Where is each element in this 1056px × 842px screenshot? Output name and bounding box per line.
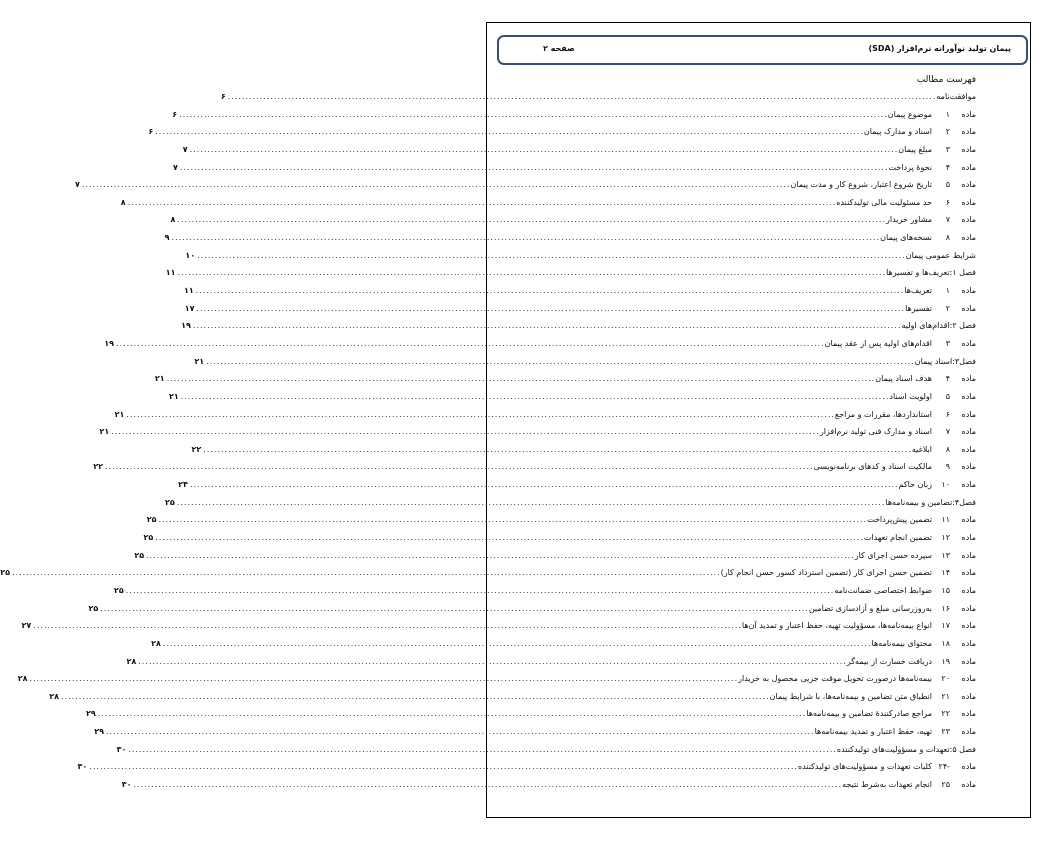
toc-entry-page: ۱۷: [184, 303, 195, 313]
toc-entry-page: ۲۱: [194, 356, 205, 366]
toc-entry[interactable]: [0, 564, 976, 582]
toc-entry-prefix: ماده: [961, 480, 976, 490]
toc-entry[interactable]: [154, 370, 976, 388]
toc-entry-page: ۸: [120, 197, 126, 207]
toc-entry[interactable]: [88, 600, 976, 618]
toc-entry-number: ۱۸: [941, 638, 950, 648]
toc-leader-dots: ........................................................................................................................................................................................................: [196, 303, 906, 313]
toc-entry[interactable]: [173, 159, 976, 177]
toc-entry[interactable]: [21, 617, 976, 635]
toc-entry-prefix: ماده: [961, 550, 976, 560]
toc-leader-dots: ........................................................................................................................................................................................................: [206, 356, 915, 366]
toc-entry[interactable]: [194, 353, 976, 371]
toc-entry-number: ۸: [945, 233, 950, 243]
toc-entry[interactable]: [85, 705, 976, 723]
toc-entry-page: ۲۵: [143, 533, 154, 543]
toc-entry-number: ۷: [945, 427, 950, 437]
toc-entry-page: ۲۷: [21, 621, 32, 631]
toc-leader-dots: ........................................................................................................................................................................................................: [97, 709, 807, 719]
toc-entry-title: تهیه، حفظ اعتبار و تمدید بیمه‌نامه‌ها: [814, 727, 932, 737]
toc-entry-title: ابلاغیه: [911, 444, 932, 454]
toc-leader-dots: ........................................................................................................................................................................................................: [81, 180, 791, 190]
toc-leader-dots: ........................................................................................................................................................................................................: [104, 462, 814, 472]
toc-entry[interactable]: [104, 335, 976, 353]
toc-entry-number: ۱۹: [941, 656, 950, 666]
toc-entry-title: اسناد و مدارک پیمان: [863, 127, 932, 137]
toc-entry-prefix: فصل ۱:: [949, 268, 976, 278]
toc-entry[interactable]: [134, 547, 976, 565]
toc-entry[interactable]: [182, 141, 976, 159]
toc-entry-prefix: ماده: [961, 215, 976, 225]
toc-leader-dots: ........................................................................................................................................................................................................: [125, 585, 835, 595]
toc-entry-prefix: ماده: [961, 303, 976, 313]
toc-entry-prefix: ماده: [961, 391, 976, 401]
toc-entry-number: ۲۵: [941, 779, 950, 789]
toc-entry[interactable]: [77, 758, 976, 776]
toc-entry-number: ۱۷: [941, 621, 950, 631]
toc-leader-dots: ........................................................................................................................................................................................................: [100, 603, 809, 613]
toc-entry-title: موضوع پیمان: [887, 109, 932, 119]
toc-entry-page: ۱۱: [165, 268, 176, 278]
toc-entry-prefix: ماده: [961, 568, 976, 578]
toc-entry-prefix: ماده: [961, 779, 976, 789]
toc-entry-page: ۲۲: [191, 444, 202, 454]
toc-entry[interactable]: [126, 653, 976, 671]
toc-entry-title: اولویت اسناد: [889, 391, 932, 401]
toc-entry-number: ۲: [945, 127, 950, 137]
toc-entry-prefix: ماده: [961, 374, 976, 384]
toc-entry-title: کلیات تعهدات و مسؤولیت‌های تولیدکننده: [797, 762, 932, 772]
toc-entry-page: ۲۸: [17, 674, 28, 684]
toc-entry[interactable]: [164, 229, 976, 247]
toc-entry-number: ۱۳: [941, 550, 950, 560]
toc-entry-title: نحوۀ پرداخت: [888, 162, 932, 172]
toc-entry-prefix: ماده: [961, 197, 976, 207]
toc-entry-title: اسناد و مدارک فنی تولید نرم‌افزار: [819, 427, 932, 437]
toc-entry-number: ۴: [945, 374, 950, 384]
page-header: [497, 35, 1028, 65]
toc-leader-dots: ........................................................................................................................................................................................................: [146, 550, 855, 560]
toc-entry-prefix: ماده: [961, 621, 976, 631]
toc-entry-prefix: ماده: [961, 162, 976, 172]
table-of-contents: [0, 72, 976, 794]
toc-entry-page: ۲۹: [85, 709, 96, 719]
document-title: پیمان تولید نوآورانه نرم‌افزار (SDA): [868, 44, 1011, 53]
toc-leader-dots: ........................................................................................................................................................................................................: [111, 427, 820, 437]
toc-entry-prefix: ماده: [961, 656, 976, 666]
toc-entry[interactable]: [49, 688, 976, 706]
toc-leader-dots: ........................................................................................................................................................................................................: [158, 515, 868, 525]
toc-entry[interactable]: [183, 282, 976, 300]
toc-entry-prefix: ماده: [961, 427, 976, 437]
toc-leader-dots: ........................................................................................................................................................................................................: [33, 621, 742, 631]
toc-leader-dots: ........................................................................................................................................................................................................: [89, 762, 798, 772]
toc-leader-dots: ........................................................................................................................................................................................................: [126, 409, 835, 419]
toc-entry-number: ۱۰: [941, 480, 950, 490]
toc-entry-page: ۱۹: [181, 321, 191, 331]
toc-leader-dots: ........................................................................................................................................................................................................: [155, 533, 864, 543]
toc-entry-title: تاریخ شروع اعتبار، شروع کار و مدت پیمان: [790, 180, 932, 190]
toc-entry-number: ۷: [945, 215, 950, 225]
toc-entry-page: ۷: [182, 144, 188, 154]
toc-leader-dots: ........................................................................................................................................................................................................: [177, 215, 886, 225]
toc-entry-page: ۳۰: [77, 762, 88, 772]
toc-entry-title: هدف اسناد پیمان: [875, 374, 932, 384]
toc-entry-number: ۱: [945, 109, 950, 119]
toc-entry[interactable]: [148, 123, 976, 141]
toc-entry-number: ۲۲: [941, 709, 950, 719]
toc-entry[interactable]: [185, 247, 976, 265]
toc-entry-number: ۱۶: [941, 603, 950, 613]
toc-entry-page: ۲۱: [154, 374, 165, 384]
toc-leader-dots: ........................................................................................................................................................................................................: [105, 727, 815, 737]
toc-entry-prefix: فصل ۲:: [949, 321, 976, 331]
toc-entry-page: ۸: [170, 215, 176, 225]
toc-entry-title: دریافت خسارت از بیمه‌گر: [846, 656, 932, 666]
toc-entry-title: تضمین حسن اجرای کار (تضمین استرداد کسور حسن انجام کار): [720, 568, 932, 578]
toc-entry-title: تعهدات و مسؤولیت‌های تولیدکننده: [836, 744, 950, 754]
toc-entry-number: ۳: [945, 338, 950, 348]
toc-entry[interactable]: [165, 494, 976, 512]
toc-entry[interactable]: [99, 423, 976, 441]
toc-entry-number: ۶: [945, 409, 950, 419]
toc-entry[interactable]: [75, 176, 976, 194]
toc-entry-prefix: ماده: [961, 409, 976, 419]
toc-entry-number: ۱۵: [941, 585, 950, 595]
toc-entry[interactable]: [165, 264, 976, 282]
toc-entry-page: ۷: [173, 162, 178, 172]
toc-entry-title: انواع بیمه‌نامه‌ها، مسؤولیت تهیه، حفظ اعتبار و تمدید آن‌ها: [741, 621, 932, 631]
toc-leader-dots: ........................................................................................................................................................................................................: [29, 674, 739, 684]
toc-entry-prefix: ماده: [961, 533, 976, 543]
toc-entry[interactable]: [220, 88, 976, 106]
toc-entry-page: ۱۹: [104, 338, 115, 348]
toc-entry-page: ۳۰: [121, 779, 132, 789]
toc-leader-dots: ........................................................................................................................................................................................................: [61, 691, 770, 701]
toc-entry-page: ۷: [75, 180, 80, 190]
toc-leader-dots: ........................................................................................................................................................................................................: [166, 374, 876, 384]
toc-entry-title: تضمین پیش‌پرداخت: [867, 515, 932, 525]
toc-entry-title: بیمه‌نامه‌ها درصورت تحویل موقت جزیی محصول به خریدار: [738, 674, 932, 684]
toc-entry-number: ۱۴: [941, 568, 950, 578]
toc-entry[interactable]: [94, 723, 976, 741]
toc-entry-title: انجام تعهدات به‌شرط نتیجه: [842, 779, 932, 789]
toc-entry-prefix: ماده: [961, 691, 976, 701]
toc-entry-title: تفسیرها: [905, 303, 932, 313]
toc-entry-page: ۶: [172, 109, 178, 119]
toc-entry-number: ۱: [945, 286, 950, 296]
toc-entry-title: استانداردها، مقررات و مراجع: [834, 409, 932, 419]
toc-entry-prefix: فصل۴:: [952, 497, 976, 507]
toc-entry-title: سپرده حسن اجرای کار: [854, 550, 932, 560]
toc-leader-dots: ........................................................................................................................................................................................................: [138, 656, 847, 666]
toc-entry-number: ۲: [945, 303, 950, 313]
toc-entry-prefix: فصل ۵:: [949, 744, 976, 754]
toc-entry-prefix: ماده: [961, 109, 976, 119]
toc-entry-title: حد مسئولیت مالی تولیدکننده: [836, 197, 932, 207]
toc-leader-dots: ........................................................................................................................................................................................................: [203, 444, 912, 454]
toc-entry-page: ۶: [220, 92, 226, 101]
toc-entry-number: ۲۰: [941, 674, 950, 684]
toc-entry-title: ضوابط اختصاصی ضمانت‌نامه: [834, 585, 932, 595]
toc-entry-prefix: ماده: [961, 127, 976, 137]
toc-entry-prefix: ماده: [961, 603, 976, 613]
page-number: صفحه ۲: [543, 44, 575, 53]
toc-entry-title: تعریف‌ها و تفسیرها: [886, 268, 950, 278]
toc-entry-title: مشاور خریدار: [886, 215, 932, 225]
toc-entry-title: اقدام‌های اولیه: [901, 321, 950, 331]
toc-entry[interactable]: [178, 476, 976, 494]
toc-entry[interactable]: [113, 582, 976, 600]
toc-leader-dots: ........................................................................................................................................................................................................: [180, 391, 890, 401]
toc-entry-prefix: ماده: [961, 515, 976, 525]
toc-entry-title: محتوای بیمه‌نامه‌ها: [871, 638, 932, 648]
toc-entry-prefix: ماده: [961, 338, 976, 348]
toc-entry-page: ۶: [148, 127, 154, 137]
toc-entry-title: مراجع صادرکنندۀ تضامین و بیمه‌نامه‌ها: [806, 709, 932, 719]
toc-entry-page: ۳۰: [116, 744, 127, 754]
toc-entry[interactable]: [93, 458, 976, 476]
toc-entry-page: ۲۵: [0, 568, 11, 578]
toc-entry-title: مبلغ پیمان: [898, 144, 932, 154]
toc-entry[interactable]: [170, 211, 976, 229]
toc-entry-page: ۲۵: [165, 497, 175, 507]
toc-entry-title: شرایط عمومی پیمان: [905, 250, 976, 260]
toc-entry[interactable]: [121, 776, 976, 794]
toc-leader-dots: ........................................................................................................................................................................................................: [116, 338, 825, 348]
toc-entry-page: ۲۱: [99, 427, 110, 437]
toc-entry-number: ۹: [945, 462, 950, 472]
toc-entry-title: تضمین انجام تعهدات: [863, 533, 932, 543]
toc-leader-dots: ........................................................................................................................................................................................................: [189, 144, 899, 154]
toc-entry-prefix: ماده: [961, 585, 976, 595]
toc-entry-prefix: ماده: [961, 233, 976, 243]
toc-entry-title: اقدام‌های اولیه پس از عقد پیمان: [824, 338, 932, 348]
toc-entry-page: ۲۵: [146, 515, 157, 525]
toc-entry-page: ۲۲: [93, 462, 103, 472]
toc-entry-page: ۹: [164, 233, 170, 243]
toc-entry[interactable]: [143, 529, 976, 547]
toc-entry[interactable]: [17, 670, 976, 688]
toc-entry-title: مالکیت اسناد و کدهای برنامه‌نویسی: [813, 462, 932, 472]
toc-leader-dots: ........................................................................................................................................................................................................: [171, 233, 881, 243]
toc-entry-number: ۲۳: [941, 727, 950, 737]
toc-entry-prefix: ماده: [961, 638, 976, 648]
toc-entry-page: ۲۵: [113, 585, 124, 595]
toc-entry-page: ۲۴: [178, 480, 188, 490]
toc-leader-dots: ........................................................................................................................................................................................................: [197, 250, 906, 260]
toc-leader-dots: ........................................................................................................................................................................................................: [127, 197, 837, 207]
toc-entry-prefix: ماده: [961, 727, 976, 737]
toc-entry-number: ۱۱: [941, 515, 950, 525]
toc-entry-title: تعریف‌ها: [904, 286, 932, 296]
toc-entry[interactable]: [146, 511, 976, 529]
toc-entry-number: ۵: [945, 180, 950, 190]
toc-entry-prefix: ماده: [961, 286, 976, 296]
toc-entry[interactable]: [181, 317, 976, 335]
toc-entry-page: ۲۸: [151, 638, 161, 648]
toc-leader-dots: ........................................................................................................................................................................................................: [189, 480, 899, 490]
toc-entry-page: ۲۱: [169, 391, 179, 401]
toc-entry-number: ۳: [945, 144, 950, 154]
toc-entry-prefix: ماده: [961, 144, 976, 154]
toc-entry-page: ۲۵: [134, 550, 145, 560]
toc-entry-title: زبان حاکم: [898, 480, 932, 490]
toc-list: [0, 88, 976, 794]
toc-entry[interactable]: [120, 194, 976, 212]
toc-entry-number: ۶: [945, 197, 950, 207]
toc-entry-prefix: ماده: [961, 709, 976, 719]
toc-entry[interactable]: [172, 106, 976, 124]
toc-entry-title: موافقت‌نامه: [936, 92, 976, 101]
toc-entry-page: ۲۱: [114, 409, 125, 419]
toc-entry-number: -۲۴: [938, 762, 950, 772]
toc-entry-page: ۲۸: [49, 691, 60, 701]
toc-entry-number: ۸: [945, 444, 950, 454]
toc-entry-title: تضامین و بیمه‌نامه‌ها: [885, 497, 953, 507]
toc-entry-prefix: ماده: [961, 180, 976, 190]
toc-entry-title: اسناد پیمان: [914, 356, 953, 366]
toc-heading: فهرست مطالب: [916, 75, 976, 85]
toc-entry-number: ۱۲: [941, 533, 950, 543]
toc-leader-dots: ........................................................................................................................................................................................................: [227, 92, 937, 101]
toc-leader-dots: ........................................................................................................................................................................................................: [128, 744, 837, 754]
toc-entry-number: ۲۱: [941, 691, 950, 701]
toc-entry[interactable]: [169, 388, 976, 406]
toc-entry-number: ۵: [945, 391, 950, 401]
toc-entry-prefix: ماده: [961, 762, 976, 772]
toc-leader-dots: ........................................................................................................................................................................................................: [179, 109, 888, 119]
toc-leader-dots: ........................................................................................................................................................................................................: [162, 638, 872, 648]
toc-entry[interactable]: [116, 741, 976, 759]
toc-entry-prefix: ماده: [961, 674, 976, 684]
toc-leader-dots: ........................................................................................................................................................................................................: [155, 127, 864, 137]
toc-entry-page: ۲۹: [94, 727, 104, 737]
toc-entry-title: انطباق متن تضامین و بیمه‌نامه‌ها، با شرایط پیمان: [769, 691, 932, 701]
toc-leader-dots: ........................................................................................................................................................................................................: [192, 321, 902, 331]
toc-entry-page: ۱۱: [183, 286, 194, 296]
toc-entry-title: نسخه‌های پیمان: [880, 233, 932, 243]
toc-entry[interactable]: [114, 406, 976, 424]
toc-entry[interactable]: [151, 635, 976, 653]
toc-entry-page: ۲۵: [88, 603, 99, 613]
toc-leader-dots: ........................................................................................................................................................................................................: [179, 162, 889, 172]
toc-leader-dots: ........................................................................................................................................................................................................: [12, 568, 721, 578]
toc-entry-page: ۲۸: [126, 656, 137, 666]
toc-leader-dots: ........................................................................................................................................................................................................: [177, 268, 887, 278]
toc-entry-title: به‌روزرسانی مبلغ و آزادسازی تضامین: [808, 603, 932, 613]
toc-entry[interactable]: [191, 441, 976, 459]
toc-entry[interactable]: [184, 300, 976, 318]
toc-entry-page: ۱۰: [185, 250, 196, 260]
toc-entry-number: ۴: [945, 162, 950, 172]
toc-entry-prefix: ماده: [961, 462, 976, 472]
toc-leader-dots: ........................................................................................................................................................................................................: [195, 286, 905, 296]
toc-leader-dots: ........................................................................................................................................................................................................: [176, 497, 886, 507]
toc-entry-prefix: ماده: [961, 444, 976, 454]
toc-entry-prefix: فصل۳:: [952, 356, 976, 366]
toc-leader-dots: ........................................................................................................................................................................................................: [133, 779, 843, 789]
